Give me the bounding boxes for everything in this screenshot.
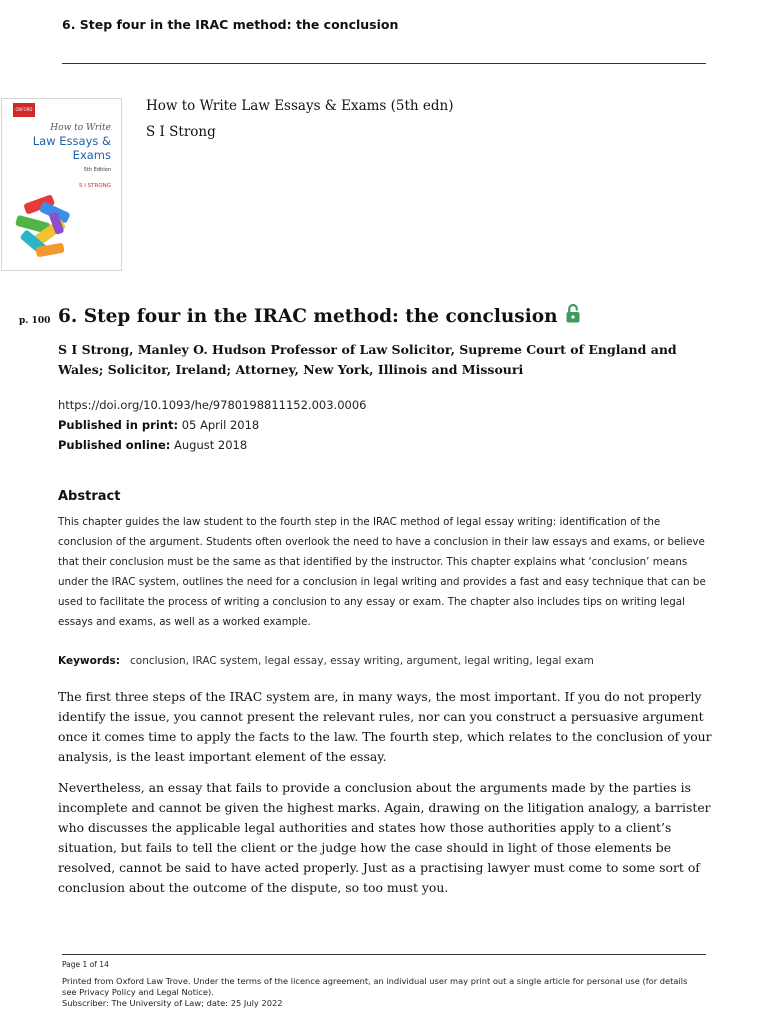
published-online-date: August 2018 — [174, 438, 248, 452]
book-cover[interactable] — [1, 98, 122, 271]
contributor-affiliation: S I Strong, Manley O. Hudson Professor of Law Solicitor, Supreme Court of England and Wales; Solicitor, Ireland; Attorney, New York, Illinois and Missouri — [58, 342, 677, 377]
cover-main-title: Law Essays & Exams — [32, 134, 111, 162]
published-print-date: 05 April 2018 — [181, 418, 260, 432]
chapter-title-text: 6. Step four in the IRAC method: the conclusion — [58, 305, 558, 327]
footer-licence-notice: Printed from Oxford Law Trove. Under the terms of the licence agreement, an individual user may print out a single article for personal use (for details see Privacy Policy and Legal Notice). — [62, 976, 688, 997]
cover-pre-title: How to Write — [50, 123, 111, 133]
keywords-list: conclusion, IRAC system, legal essay, essay writing, argument, legal writing, legal exam — [130, 655, 594, 667]
cover-knot-illustration-icon — [10, 193, 82, 267]
keyword-link[interactable]: conclusion — [130, 655, 186, 667]
body-paragraph: The first three steps of the IRAC system are, in many ways, the most important. If you do not properly identify the issue, you cannot present the relevant rules, nor can you construct a persuasive argument once it comes time to apply the facts to the law. The fourth step, which relates to the conclusion of your analysis, is the least important element of the essay. — [58, 689, 712, 764]
keyword-link[interactable]: IRAC system — [192, 655, 258, 667]
chapter-title — [58, 304, 580, 328]
publisher-logo: OXFORD — [13, 103, 35, 117]
keyword-link[interactable]: legal writing — [464, 655, 530, 667]
keyword-link[interactable]: legal exam — [536, 655, 594, 667]
book-author: S I Strong — [146, 124, 216, 140]
open-lock-icon — [566, 304, 580, 328]
header-divider — [62, 63, 706, 64]
keywords-label: Keywords: — [58, 655, 120, 667]
keyword-link[interactable]: essay writing — [330, 655, 400, 667]
published-print-label: Published in print: — [58, 418, 179, 432]
footer-divider — [62, 954, 706, 955]
body-paragraph: Nevertheless, an essay that fails to provide a conclusion about the arguments made by the parties is incomplete and cannot be given the highest marks. Again, drawing on the litigation analogy, a barrister who discusses the applicable legal authorities and states how those authorities apply to a client’s situation, but fails to tell the client or the judge how the case should in light of those elements be resolved, cannot be said to have acted properly. Just as a practising lawyer must come to some sort of conclusion about the outcome of the dispute, so too must you. — [58, 780, 711, 895]
keyword-link[interactable]: argument — [406, 655, 458, 667]
abstract-text: This chapter guides the law student to the fourth step in the IRAC method of legal essay writing: identification of the conclusion of the argument. Students often overlook the need to have a conclusion in their law essays and exams, or believe that their conclusion must be the same as that identified by the instructor. This chapter explains what ‘conclusion’ means under the IRAC system, outlines the need for a conclusion in legal writing and provides a fast and easy technique that can be used to facilitate the process of writing a conclusion to any essay or exam. The chapter also includes tips on writing legal essays and exams, as well as a worked example. — [58, 516, 706, 628]
cover-author: S I STRONG — [79, 183, 111, 189]
abstract-heading: Abstract — [58, 489, 121, 504]
footer-notice — [62, 976, 702, 1009]
page-marker: p. 100 — [19, 316, 51, 326]
book-title[interactable]: How to Write Law Essays & Exams (5th edn) — [146, 98, 454, 114]
doi-link[interactable]: https://doi.org/10.1093/he/9780198811152.003.0006 — [58, 398, 367, 412]
running-head: 6. Step four in the IRAC method: the conclusion — [62, 17, 399, 32]
cover-edition: 5th Edition — [83, 167, 111, 173]
footer-subscriber: Subscriber: The University of Law; date: 25 July 2022 — [62, 998, 283, 1008]
published-online-label: Published online: — [58, 438, 171, 452]
published-online — [58, 435, 366, 455]
keywords — [58, 651, 718, 671]
publication-meta — [58, 395, 366, 455]
footer-page-number: Page 1 of 14 — [62, 960, 109, 969]
published-print — [58, 415, 366, 435]
keyword-link[interactable]: legal essay — [264, 655, 324, 667]
